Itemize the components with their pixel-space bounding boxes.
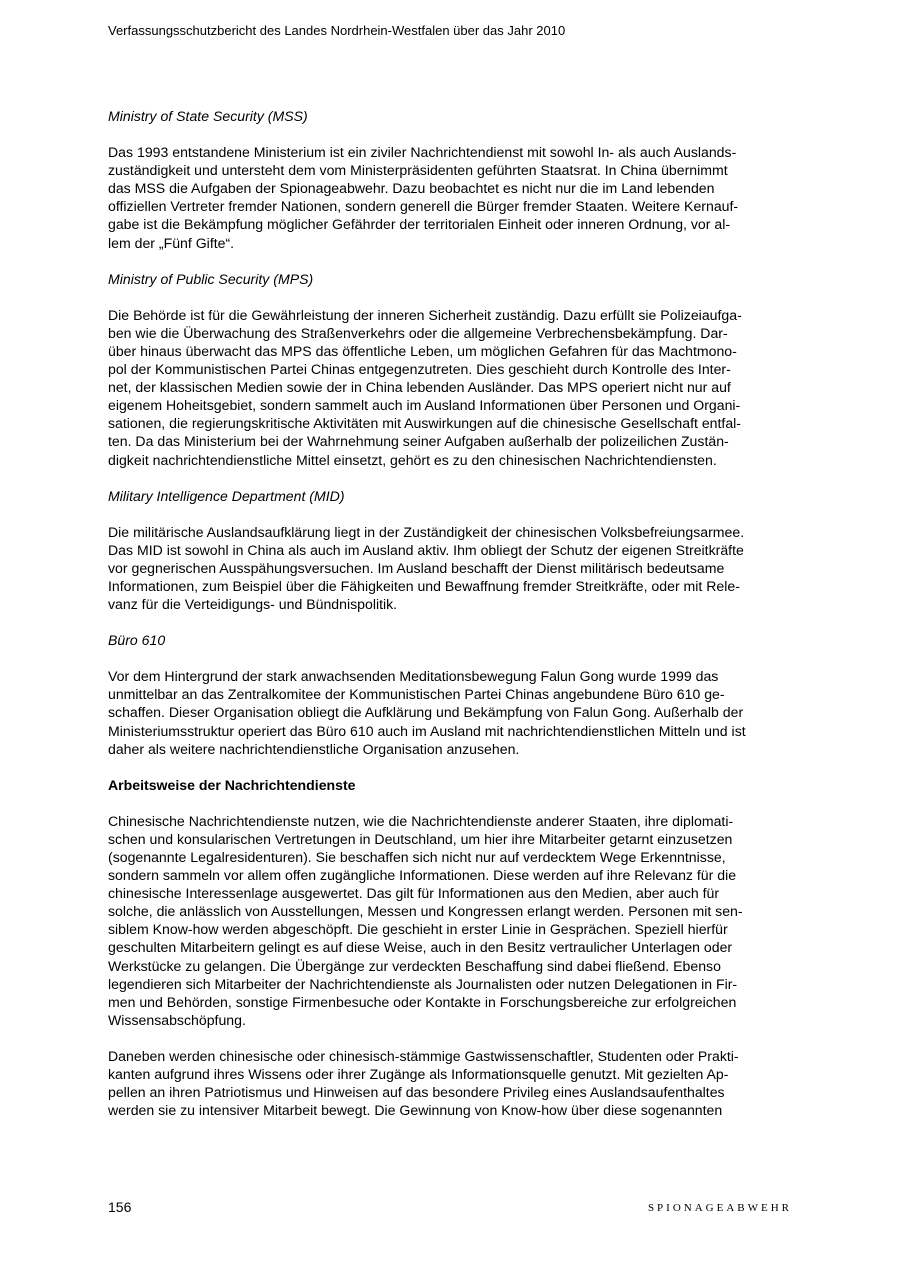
text-line: Chinesische Nachrichtendienste nutzen, wie die Nachrichtendienste anderer Staaten, ihre diplomati- [108, 812, 734, 829]
text-line: über hinaus überwacht das MPS das öffentliche Leben, um möglichen Gefahren für das Machtmono- [108, 342, 737, 359]
text-line: Werkstücke zu gelangen. Die Übergänge zur verdeckten Beschaffung sind dabei fließend. Ebenso [108, 957, 721, 974]
section-title-mid: Military Intelligence Department (MID) [108, 487, 345, 504]
text-line: Ministeriumsstruktur operiert das Büro 610 auch im Ausland mit nachrichtendienstlichen Mitteln und ist [108, 722, 746, 739]
text-line: das MSS die Aufgaben der Spionageabwehr. Dazu beobachtet es nicht nur die im Land lebenden [108, 180, 715, 197]
text-line: Daneben werden chinesische oder chinesisch-stämmige Gastwissenschaftler, Studenten oder Prakti- [108, 1047, 739, 1064]
text-line: ten. Da das Ministerium bei der Wahrnehmung seiner Aufgaben außerhalb der polizeilichen Zustän- [108, 433, 729, 450]
paragraph-buero-610 [108, 667, 808, 757]
paragraph-mss [108, 143, 808, 252]
text-line: schaffen. Dieser Organisation obliegt die Aufklärung und Bekämpfung von Falun Gong. Außerhalb der [108, 704, 744, 721]
section-title-mps: Ministry of Public Security (MPS) [108, 270, 314, 287]
text-line: legendieren sich Mitarbeiter der Nachrichtendienste als Journalisten oder nutzen Delegationen in Fir- [108, 975, 738, 992]
text-line: Vor dem Hintergrund der stark anwachsenden Meditationsbewegung Falun Gong wurde 1999 das [108, 668, 719, 685]
paragraph-arbeitsweise-2 [108, 1047, 808, 1119]
running-header: Verfassungsschutzbericht des Landes Nordrhein-Westfalen über das Jahr 2010 [108, 23, 566, 38]
text-line: daher als weitere nachrichtendienstliche Organisation anzusehen. [108, 740, 520, 757]
text-line: ben wie die Überwachung des Straßenverkehrs oder die allgemeine Verbrechensbekämpfung. Dar- [108, 324, 728, 341]
text-line: gabe ist die Bekämpfung möglicher Gefährder der territorialen Einheit oder inneren Ordnung, vor al- [108, 216, 731, 233]
paragraph-arbeitsweise-1 [108, 812, 808, 1029]
text-line: unmittelbar an das Zentralkomitee der Kommunistischen Partei Chinas angebundene Büro 610 ge- [108, 686, 725, 703]
text-line: siblem Know-how werden abgeschöpft. Die geschieht in erster Linie in Gesprächen. Speziell hierfür [108, 921, 728, 938]
text-line: (sogenannte Legalresidenturen). Sie beschaffen sich nicht nur auf verdecktem Wege Erkenntnisse, [108, 849, 726, 865]
section-heading-arbeitsweise: Arbeitsweise der Nachrichtendienste [108, 776, 356, 793]
text-line: vor gegnerischen Ausspähungsversuchen. Im Ausland beschafft der Dienst militärisch bedeutsame [108, 559, 725, 576]
paragraph-mps [108, 306, 808, 469]
paragraph-mid [108, 523, 808, 613]
text-line: sationen, die regierungskritische Aktivitäten mit Auswirkungen auf die chinesische Gesellschaft entfal- [108, 415, 741, 432]
text-line: net, der klassischen Medien sowie der in China lebenden Ausländer. Das MPS operiert nicht nur auf [108, 379, 731, 396]
document-body [108, 107, 808, 1137]
text-line: kanten aufgrund ihres Wissens oder ihrer Zugänge als Informationsquelle genutzt. Mit gezielten Ap- [108, 1066, 729, 1083]
footer-section-label: SPIONAGEABWEHR [647, 1202, 792, 1214]
text-line: Das 1993 entstandene Ministerium ist ein ziviler Nachrichtendienst mit sowohl In- als auch Auslands- [108, 144, 737, 161]
section-title-buero-610: Büro 610 [108, 632, 166, 649]
text-line: schen und konsularischen Vertretungen in Deutschland, um hier ihre Mitarbeiter getarnt einzusetzen [108, 830, 733, 847]
text-line: solche, die anlässlich von Ausstellungen, Messen und Kongressen erlangt werden. Personen mit sen- [108, 903, 743, 920]
text-line: men und Behörden, sonstige Firmenbesuche oder Kontakte in Forschungsbereiche zur erfolgreichen [108, 993, 737, 1010]
text-line: vanz für die Verteidigungs- und Bündnispolitik. [108, 596, 398, 613]
text-line: offiziellen Vertreter fremder Nationen, sondern generell die Bürger fremder Staaten. Weitere Kernauf- [108, 198, 739, 215]
text-line: werden sie zu intensiver Mitarbeit bewegt. Die Gewinnung von Know-how über diese sogenannten [108, 1102, 723, 1119]
text-line: zuständigkeit und untersteht dem vom Ministerpräsidenten geführten Staatsrat. In China übernimmt [108, 162, 728, 179]
text-line: sondern sammeln vor allem offen zugängliche Informationen. Diese werden auf ihre Relevanz für die [108, 867, 737, 884]
text-line: pol der Kommunistischen Partei Chinas entgegenzutreten. Dies geschieht durch Kontrolle des Inter- [108, 361, 731, 378]
text-line: pellen an ihren Patriotismus und Hinweisen auf das besondere Privileg eines Auslandsaufenthaltes [108, 1084, 725, 1101]
text-line: Wissensabschöpfung. [108, 1011, 246, 1028]
text-line: lem der „Fünf Gifte“. [108, 234, 235, 251]
section-title-mss: Ministry of State Security (MSS) [108, 108, 308, 124]
text-line: geschulten Mitarbeitern gelingt es auf diese Weise, auch in den Besitz vertraulicher Unterlagen oder [108, 939, 733, 956]
text-line: Informationen, zum Beispiel über die Fähigkeiten und Bewaffnung fremder Streitkräfte, oder mit Rele- [108, 577, 740, 594]
text-line: Die Behörde ist für die Gewährleistung der inneren Sicherheit zuständig. Dazu erfüllt sie Polizeiaufga- [108, 306, 742, 323]
text-line: chinesische Interessenlage ausgewertet. Das gilt für Informationen aus den Medien, aber auch für [108, 885, 720, 902]
text-line: Das MID ist sowohl in China als auch im Ausland aktiv. Ihm obliegt der Schutz der eigenen Streitkräfte [108, 541, 744, 558]
text-line: digkeit nachrichtendienstliche Mittel einsetzt, gehört es zu den chinesischen Nachrichtendiensten. [108, 451, 717, 468]
page-number: 156 [108, 1199, 132, 1215]
text-line: eigenem Hoheitsgebiet, sondern sammelt auch im Ausland Informationen über Personen und Organi- [108, 397, 741, 414]
text-line: Die militärische Auslandsaufklärung liegt in der Zuständigkeit der chinesischen Volksbefreiungsarmee. [108, 523, 745, 540]
